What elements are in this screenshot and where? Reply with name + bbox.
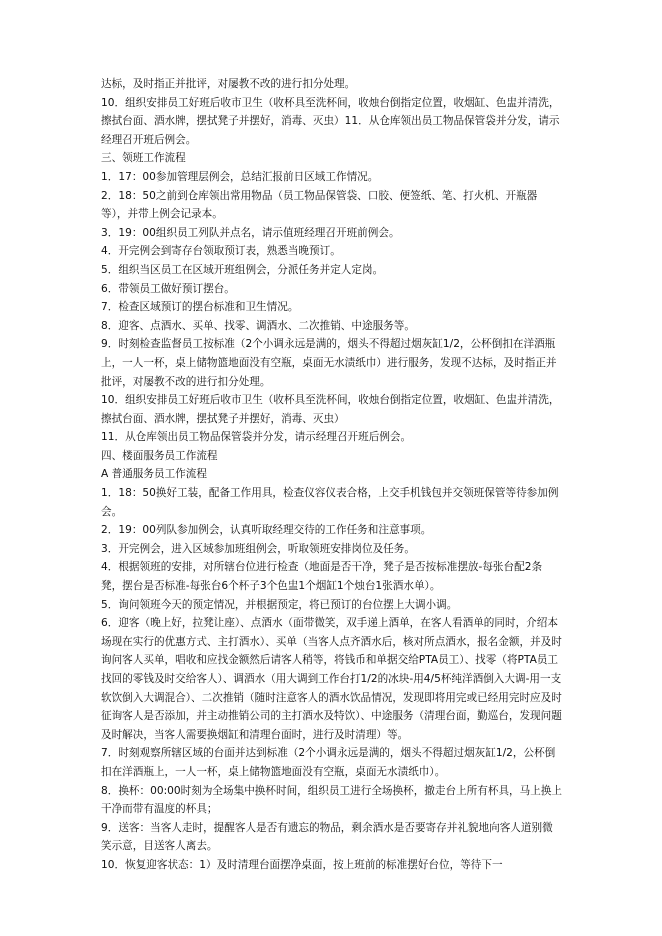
text-line: 4．根据领班的安排，对所辖台位进行检查（地面是否干净，凳子是否按标准摆放-每张台配2条凳，摆台是否标准-每张台6个杯子3个色盅1个烟缸1个烛台1张酒水单）。 <box>101 561 543 593</box>
text-line: 10．组织安排员工好班后收市卫生（收杯具至洗杯间，收烛台倒指定位置，收烟缸、色盅并清洗，擦拭台面、酒水牌，摆拭凳子并摆好，消毒、灭虫）11．从仓库领出员工物品保管袋并分发，请示经理召开班后例会。 <box>101 96 560 146</box>
text-line: 1．17：00参加管理层例会，总结汇报前日区域工作情况。 <box>101 170 379 183</box>
text-line: 6．带领员工做好预订摆台。 <box>101 282 235 295</box>
text-line: 6．迎客（晚上好，拉凳让座）、点酒水（面带微笑，双手递上酒单，在客人看酒单的同时，介绍本场现在实行的优惠方式、主打酒水）、买单（当客人点齐酒水后，核对所点酒水，报名金额，并及时询问客人买单，唱收和应找金额然后请客人稍等，将钱币和单据交给PTA员工）、找零（将PTA员工找回的零钱及时交给客人）、调酒水（用大调到工作台打1/2的冰块-用4/5杯纯洋酒倒入大调-用一支软饮倒入大调混合）、二次推销（随时注意客人的酒水饮品情况，发现即将用完或已经用完时应及时征询客人是否添加，并主动推销公司的主打酒水及特饮）、中途服务（清理台面，勤巡台，发现问题及时解决，当客人需要换烟缸和清理台面时，进行及时清理）等。 <box>101 617 562 741</box>
text-line: 7．检查区域预订的摆台标准和卫生情况。 <box>101 301 299 314</box>
text-line: 2．19：00列队参加例会，认真听取经理交待的工作任务和注意事项。 <box>101 524 432 537</box>
text-line: 8．换杯：00:00时刻为全场集中换杯时间，组织员工进行全场换杯，撤走台上所有杯具，马上换上干净而带有温度的杯具； <box>101 784 563 816</box>
text-line: 1．18：50换好工装，配备工作用具，检查仪容仪表合格，上交手机钱包并交领班保管等待参加例会。 <box>101 487 559 518</box>
section-heading: 三、领班工作流程 <box>101 152 186 165</box>
text-line: 10．恢复迎客状态：1）及时清理台面摆净桌面，按上班前的标准摆好台位，等待下一 <box>101 858 503 871</box>
text-line: 5．组织当区员工在区域开班组例会，分派任务并定人定岗。 <box>101 263 384 276</box>
text-line: 4．开完例会到寄存台领取预订表，熟悉当晚预订。 <box>101 245 341 258</box>
text-line: 11．从仓库领出员工物品保管袋并分发，请示经理召开班后例会。 <box>101 431 412 444</box>
text-line: 5．询问领班今天的预定情况，并根据预定，将已预订的台位摆上大调小调。 <box>101 598 458 611</box>
text-line: 8．迎客、点酒水、买单、找零、调酒水、二次推销、中途服务等。 <box>101 319 415 332</box>
text-line: 10．组织安排员工好班后收市卫生（收杯具至洗杯间，收烛台倒指定位置，收烟缸、色盅并清洗，擦拭台面、酒水牌，摆拭凳子并摆好，消毒、灭虫） <box>101 394 560 425</box>
text-line: 3．19：00组织员工列队并点名，请示值班经理召开班前例会。 <box>101 226 400 239</box>
subsection-heading: A 普通服务员工作流程 <box>101 468 207 481</box>
text-line: 达标，及时指正并批评，对屡教不改的进行扣分处理。 <box>101 78 356 90</box>
text-line: 3．开完例会，进入区域参加班组例会，听取领班安排岗位及任务。 <box>101 542 415 555</box>
text-line: 9．时刻检查监督员工按标准（2个小调永远是满的，烟头不得超过烟灰缸1/2，公杯倒扣在洋酒瓶上，一人一杯，桌上储物篮地面没有空瓶，桌面无水渍纸巾）进行服务，发现不达标，及时指正并批评，对屡教不改的进行扣分处理。 <box>101 338 557 388</box>
section-heading: 四、楼面服务员工作流程 <box>101 449 218 462</box>
text-line: 9．送客：当客人走时，提醒客人是否有遗忘的物品，剩余酒水是否要寄存并礼貌地向客人道别微笑示意，目送客人离去。 <box>101 821 553 853</box>
document-body <box>101 75 563 875</box>
text-line: 2．18：50之前到仓库领出常用物品（员工物品保管袋、口胶、便签纸、笔、打火机、开瓶器等），并带上例会记录本。 <box>101 189 538 221</box>
text-line: 7．时刻观察所辖区域的台面并达到标准（2个小调永远是满的，烟头不得超过烟灰缸1/2，公杯倒扣在洋酒瓶上，一人一杯，桌上储物篮地面没有空瓶，桌面无水渍纸巾）。 <box>101 747 556 778</box>
